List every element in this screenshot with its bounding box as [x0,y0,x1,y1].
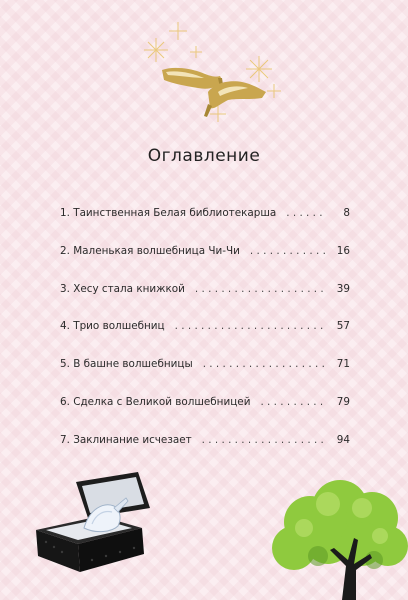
toc-item[interactable] [60,282,350,320]
toc-item-page: 57 [336,320,350,333]
toc-item-label: 4. Трио волшебниц [60,320,165,333]
toc-item[interactable] [60,395,350,433]
table-of-contents [60,206,350,471]
toc-item-page: 16 [336,244,350,257]
toc-leader-dots [195,282,326,296]
toc-item[interactable] [60,206,350,244]
toc-item-page: 71 [336,358,350,371]
toc-item-page: 79 [336,395,350,408]
toc-item-page: 8 [343,207,350,219]
toc-item-label: 1. Таинственная Белая библиотекарша [60,207,277,219]
toc-item-page: 39 [336,282,350,295]
toc-item-label: 3. Хесу стала книжкой [60,282,185,295]
toc-leader-dots [202,433,326,447]
toc-item[interactable] [60,357,350,395]
toc-leader-dots [175,319,326,333]
toc-item[interactable] [60,433,350,471]
toc-leader-dots [260,395,326,409]
page-title: Оглавление [147,146,261,166]
golden-shoes-icon [134,18,284,128]
shoe-box-glass-slipper-icon [30,468,160,576]
toc-item-label: 6. Сделка с Великой волшебницей [60,395,251,408]
toc-leader-dots [286,206,326,220]
toc-leader-dots [250,244,326,258]
toc-item-label: 7. Заклинание исчезает [60,433,192,446]
toc-item[interactable] [60,319,350,357]
toc-item-page: 94 [336,433,350,446]
toc-leader-dots [203,357,326,371]
tree-icon [258,478,408,600]
toc-item[interactable] [60,244,350,282]
toc-item-label: 5. В башне волшебницы [60,358,193,371]
toc-item-label: 2. Маленькая волшебница Чи-Чи [60,244,240,257]
